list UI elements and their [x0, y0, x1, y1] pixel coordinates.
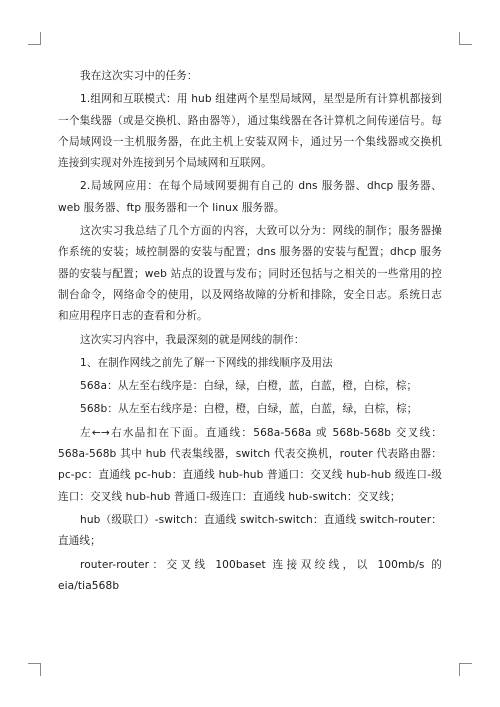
paragraph-networking-mode: 1.组网和互联模式：用 hub 组建两个星型局域网，星型是所有计算机都接到一个集线器（或是交换机、路由器等），通过集线器在各计算机之间传递信号。每个局域网设一主机服务器，在此主机上安装双网卡，通过另一个集线器或交换机连接到实现对外连接到另个局域网和互联网。	[58, 93, 442, 170]
paragraph-tasks-heading: 我在这次实习中的任务：	[80, 70, 198, 82]
paragraph-cable-types: 左←→右水晶扣在下面。直通线：568a-568a 或 568b-568b 交叉线：568a-568b 其中 hub 代表集线器，switch 代表交换机，router 代表路由器：pc-pc：直通线 pc-hub：直通线 hub-hub 普通口：交叉线 hub-hub 级连口-级连口：交叉线 hub-hub 普通口-级连口：直通线 hub-switch：交叉线；	[58, 426, 442, 503]
paragraph-hub-switch: hub（级联口）-switch：直通线 switch-switch：直通线 switch-router：直通线；	[58, 513, 442, 548]
crop-mark-top-left	[28, 32, 41, 45]
crop-mark-top-right	[459, 32, 472, 45]
paragraph-summary: 这次实习我总结了几个方面的内容，大致可以分为：网线的制作；服务器操作系统的安装；域控制器的安装与配置；dns 服务器的安装与配置；dhcp 服务器的安装与配置；web 站点的设置与发布；同时还包括与之相关的一些常用的控制台命令，网络命令的使用，以及网络故障的分析和排除，安全日志。系统日志和应用程序日志的查看和分析。	[58, 225, 442, 323]
paragraph-cable-intro: 这次实习内容中，我最深刻的就是网线的制作：	[80, 333, 305, 346]
paragraph-568a: 568a：从左至右线序是：白绿，绿，白橙，蓝，白蓝，橙，白棕，棕；	[80, 380, 418, 393]
paragraph-568b: 568b：从左至右线序是：白橙，橙，白绿，蓝，白蓝，绿，白棕，棕；	[80, 403, 418, 416]
crop-mark-bottom-right	[459, 663, 472, 676]
paragraph-cable-order-heading: 1、在制作网线之前先了解一下网线的排线顺序及用法	[80, 356, 333, 369]
paragraph-lan-applications: 2.局域网应用：在每个局域网要拥有自己的 dns 服务器、dhcp 服务器、web 服务器、ftp 服务器和一个 linux 服务器。	[58, 180, 442, 214]
crop-mark-bottom-left	[28, 663, 41, 676]
document-body	[58, 66, 442, 597]
paragraph-router-router: router-router：交叉线 100baset 连接双绞线，以 100mb/s 的 eia/tia568b	[58, 558, 442, 592]
